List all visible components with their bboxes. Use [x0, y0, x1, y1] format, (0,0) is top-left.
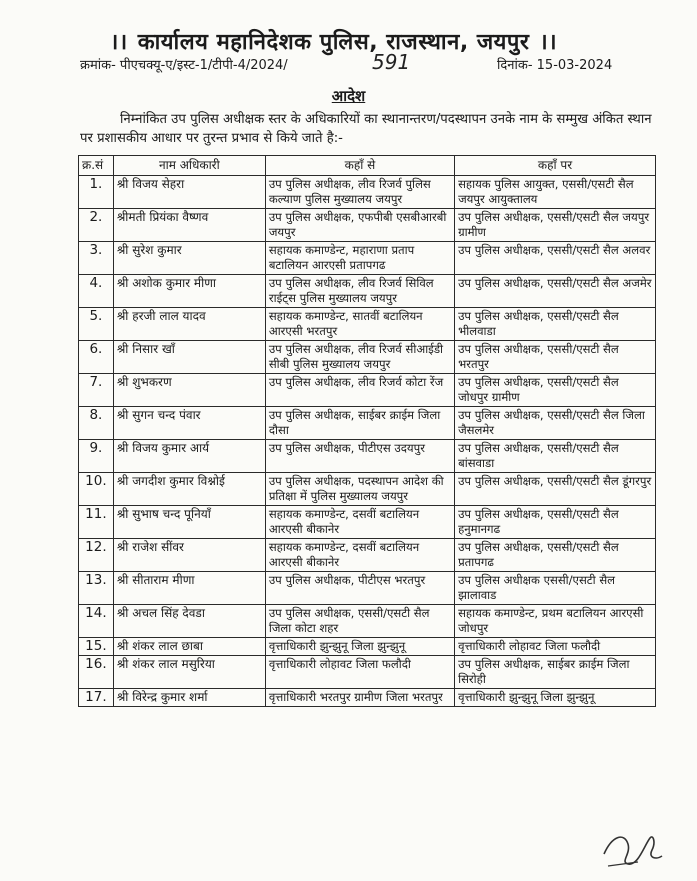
table-row [79, 539, 656, 572]
cell-officer-name: श्री सुभाष चन्द पूनियाँ [113, 506, 265, 539]
cell-to: उप पुलिस अधीक्षक, एससी/एसटी सैल अलवर [455, 242, 656, 275]
cell-officer-name: श्री हरजी लाल यादव [113, 308, 265, 341]
cell-to: उप पुलिस अधीक्षक, एससी/एसटी सैल जिला जैसलमेर [455, 407, 656, 440]
cell-to: उप पुलिस अधीक्षक एससी/एसटी सैल झालावाड [455, 572, 656, 605]
cell-serial: 3. [79, 242, 114, 275]
order-heading-text: आदेश [331, 87, 366, 105]
table-row [79, 308, 656, 341]
cell-from: उप पुलिस अधीक्षक, साईबर क्राईम जिला दौसा [265, 407, 454, 440]
cell-from: उप पुलिस अधीक्षक, लीव रिजर्व सीआईडी सीबी पुलिस मुख्यालय जयपुर [265, 341, 454, 374]
cell-officer-name: श्री सुगन चन्द पंवार [113, 407, 265, 440]
cell-from: उप पुलिस अधीक्षक, पदस्थापन आदेश की प्रतिक्षा में पुलिस मुख्यालय जयपुर [265, 473, 454, 506]
header-from: कहाँ से [265, 156, 454, 176]
header-to: कहाँ पर [455, 156, 656, 176]
table-row [79, 473, 656, 506]
cell-from: उप पुलिस अधीक्षक, लीव रिजर्व पुलिस कल्याण पुलिस मुख्यालय जयपुर [265, 176, 454, 209]
table-row [79, 341, 656, 374]
cell-from: सहायक कमाण्डेन्ट, सातवीं बटालियन आरएसी भरतपुर [265, 308, 454, 341]
cell-from: वृत्ताधिकारी भरतपुर ग्रामीण जिला भरतपुर [265, 689, 454, 707]
table-row [79, 176, 656, 209]
cell-serial: 15. [79, 638, 114, 656]
cell-serial: 13. [79, 572, 114, 605]
table-row [79, 638, 656, 656]
cell-to: सहायक पुलिस आयुक्त, एससी/एसटी सैल जयपुर आयुक्तालय [455, 176, 656, 209]
table-row [79, 656, 656, 689]
cell-to: उप पुलिस अधीक्षक, एससी/एसटी सैल बांसवाडा [455, 440, 656, 473]
cell-officer-name: श्री जगदीश कुमार विश्नोई [113, 473, 265, 506]
order-intro [80, 110, 660, 148]
table-row [79, 440, 656, 473]
cell-serial: 1. [79, 176, 114, 209]
cell-officer-name: श्री सुरेश कुमार [113, 242, 265, 275]
reference-number: क्रमांक- पीएचक्यू-ए/इस्ट-1/टीपी-4/2024/ [80, 58, 288, 73]
table-row [79, 275, 656, 308]
cell-officer-name: श्री विजय कुमार आर्य [113, 440, 265, 473]
cell-serial: 17. [79, 689, 114, 707]
cell-serial: 12. [79, 539, 114, 572]
cell-officer-name: श्री विरेन्द्र कुमार शर्मा [113, 689, 265, 707]
cell-serial: 10. [79, 473, 114, 506]
table-row [79, 572, 656, 605]
order-intro-text: निम्नांकित उप पुलिस अधीक्षक स्तर के अधिकारियों का स्थानान्तरण/पदस्थापन उनके नाम के सम्मुख अंकित स्थान पर प्रशासकीय आधार पर तुरन्त प्रभाव से किये जाते है:- [80, 112, 652, 146]
cell-officer-name: श्री निसार खाँ [113, 341, 265, 374]
cell-to: उप पुलिस अधीक्षक, एससी/एसटी सैल हनुमानगढ [455, 506, 656, 539]
table-row [79, 689, 656, 707]
cell-serial: 8. [79, 407, 114, 440]
order-date: दिनांक- 15-03-2024 [497, 58, 613, 73]
office-title [100, 26, 567, 56]
cell-from: सहायक कमाण्डेन्ट, महाराणा प्रताप बटालियन आरएसी प्रतापगढ [265, 242, 454, 275]
title-bars-right: ।। [539, 30, 558, 55]
cell-to: उप पुलिस अधीक्षक, एससी/एसटी सैल जयपुर ग्रामीण [455, 209, 656, 242]
table-row [79, 407, 656, 440]
cell-officer-name: श्री विजय सेहरा [113, 176, 265, 209]
table-row [79, 506, 656, 539]
table-row [79, 209, 656, 242]
cell-officer-name: श्री शंकर लाल छाबा [113, 638, 265, 656]
cell-to: उप पुलिस अधीक्षक, एससी/एसटी सैल भरतपुर [455, 341, 656, 374]
table-header-row [79, 156, 656, 176]
cell-to: उप पुलिस अधीक्षक, एससी/एसटी सैल जोधपुर ग्रामीण [455, 374, 656, 407]
cell-to: सहायक कमाण्डेन्ट, प्रथम बटालियन आरएसी जोधपुर [455, 605, 656, 638]
cell-from: उप पुलिस अधीक्षक, एससी/एसटी सैल जिला कोटा शहर [265, 605, 454, 638]
cell-from: उप पुलिस अधीक्षक, लीव रिजर्व कोटा रेंज [265, 374, 454, 407]
cell-officer-name: श्री सीताराम मीणा [113, 572, 265, 605]
office-title-text: कार्यालय महानिदेशक पुलिस, राजस्थान, जयपुर [137, 30, 530, 55]
cell-officer-name: श्रीमती प्रियंका वैष्णव [113, 209, 265, 242]
table-row [79, 374, 656, 407]
cell-serial: 11. [79, 506, 114, 539]
cell-from: उप पुलिस अधीक्षक, एफपीबी एसबीआरबी जयपुर [265, 209, 454, 242]
cell-to: उप पुलिस अधीक्षक, एससी/एसटी सैल अजमेर [455, 275, 656, 308]
cell-to: उप पुलिस अधीक्षक, एससी/एसटी सैल प्रतापगढ [455, 539, 656, 572]
cell-to: वृत्ताधिकारी झुन्झुनू जिला झुन्झुनू [455, 689, 656, 707]
cell-from: उप पुलिस अधीक्षक, लीव रिजर्व सिविल राईट्स पुलिस मुख्यालय जयपुर [265, 275, 454, 308]
cell-serial: 7. [79, 374, 114, 407]
cell-serial: 16. [79, 656, 114, 689]
transfer-table [78, 155, 656, 707]
cell-to: उप पुलिस अधीक्षक, एससी/एसटी सैल भीलवाडा [455, 308, 656, 341]
cell-from: सहायक कमाण्डेन्ट, दसवीं बटालियन आरएसी बीकानेर [265, 539, 454, 572]
signature-scribble [598, 816, 668, 872]
cell-to: उप पुलिस अधीक्षक, साईबर क्राईम जिला सिरोही [455, 656, 656, 689]
cell-serial: 9. [79, 440, 114, 473]
header-officer-name: नाम अधिकारी [113, 156, 265, 176]
cell-to: वृत्ताधिकारी लोहावट जिला फलौदी [455, 638, 656, 656]
cell-from: सहायक कमाण्डेन्ट, दसवीं बटालियन आरएसी बीकानेर [265, 506, 454, 539]
cell-to: उप पुलिस अधीक्षक, एससी/एसटी सैल डूंगरपुर [455, 473, 656, 506]
cell-officer-name: श्री अशोक कुमार मीणा [113, 275, 265, 308]
cell-serial: 4. [79, 275, 114, 308]
table-row [79, 242, 656, 275]
cell-serial: 5. [79, 308, 114, 341]
cell-serial: 6. [79, 341, 114, 374]
cell-from: वृत्ताधिकारी झुन्झुनू जिला झुन्झुनू [265, 638, 454, 656]
cell-serial: 2. [79, 209, 114, 242]
cell-serial: 14. [79, 605, 114, 638]
cell-from: वृत्ताधिकारी लोहावट जिला फलौदी [265, 656, 454, 689]
handwritten-ref-number: 591 [372, 50, 411, 74]
cell-from: उप पुलिस अधीक्षक, पीटीएस उदयपुर [265, 440, 454, 473]
header-serial: क्र.सं [79, 156, 114, 176]
table-row [79, 605, 656, 638]
title-bars-left: ।। [110, 30, 128, 55]
cell-officer-name: श्री अचल सिंह देवडा [113, 605, 265, 638]
cell-officer-name: श्री राजेश सींवर [113, 539, 265, 572]
cell-officer-name: श्री शंकर लाल मसुरिया [113, 656, 265, 689]
cell-officer-name: श्री शुभकरण [113, 374, 265, 407]
order-heading [0, 86, 697, 106]
cell-from: उप पुलिस अधीक्षक, पीटीएस भरतपुर [265, 572, 454, 605]
